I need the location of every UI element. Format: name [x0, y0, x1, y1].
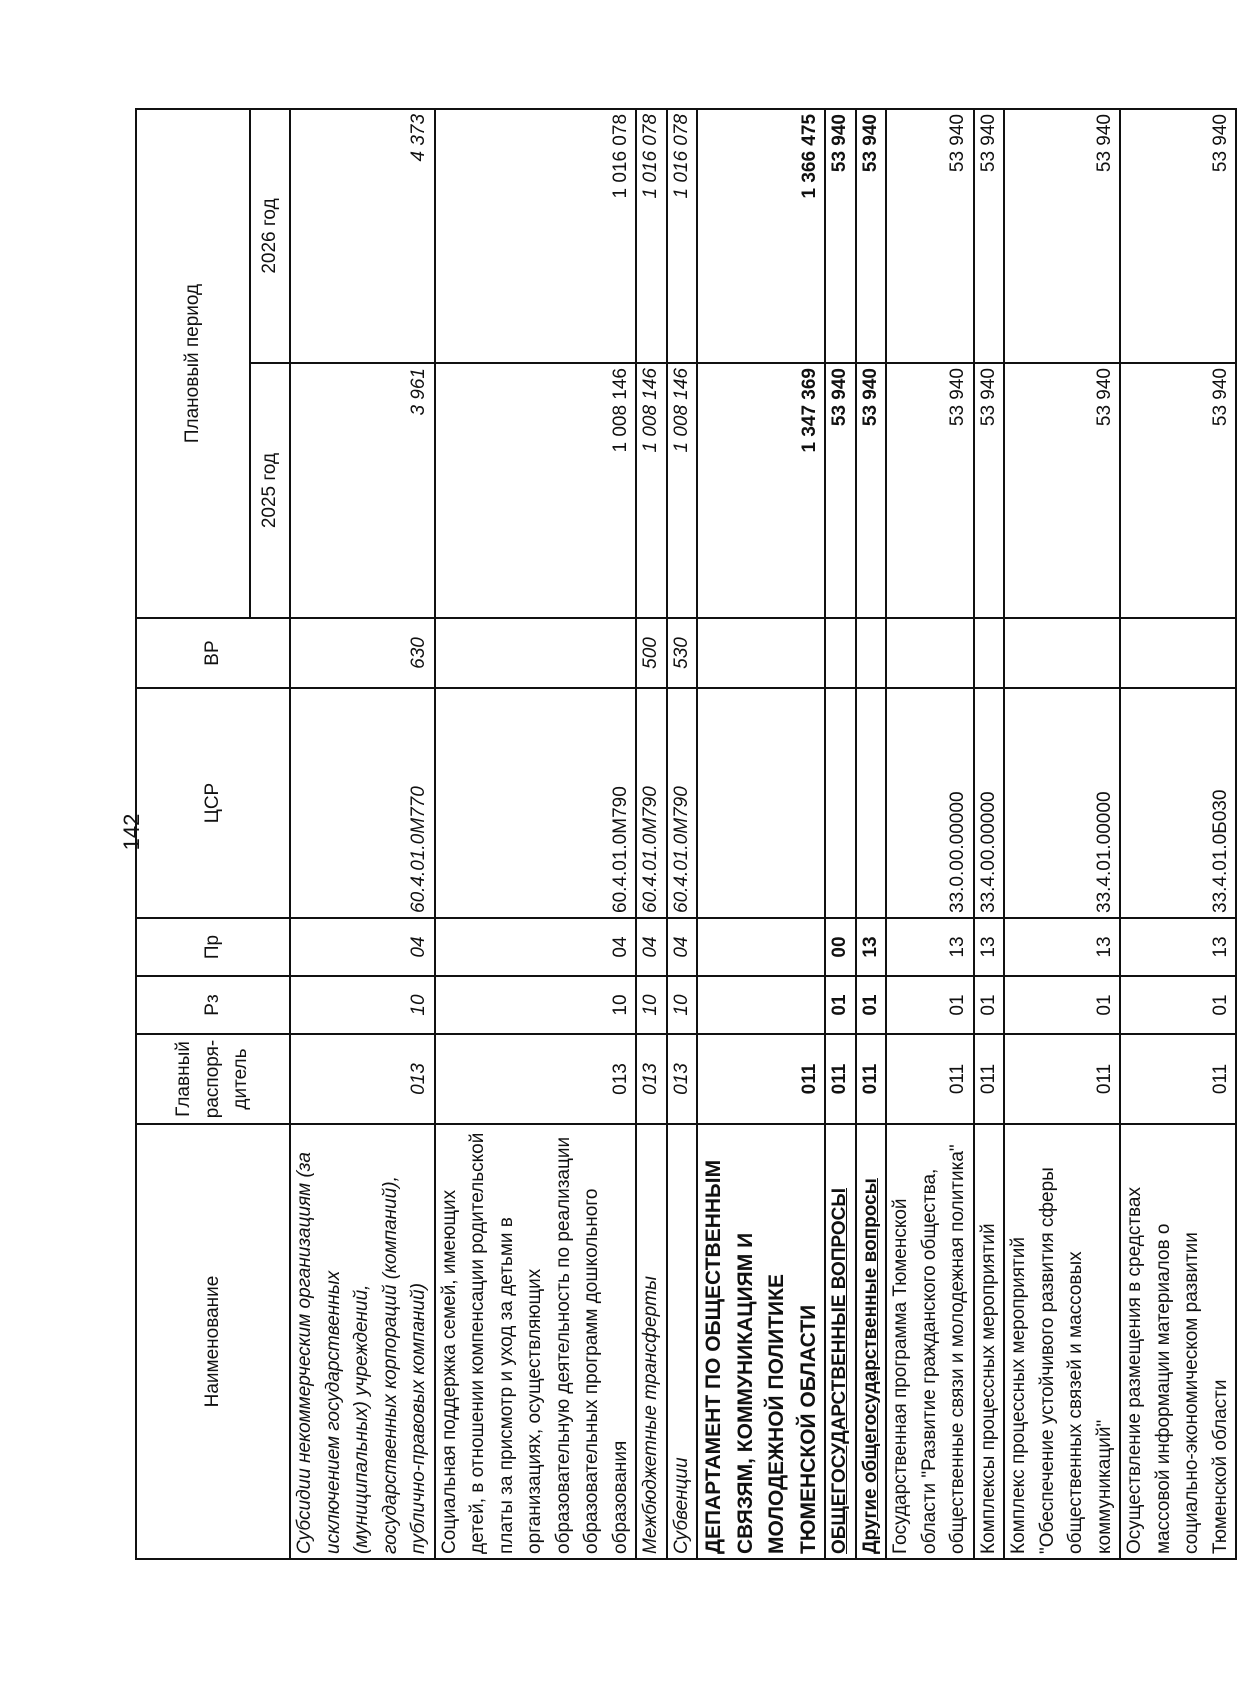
- row-csr-text: 33.4.01.0Б030: [1209, 789, 1231, 913]
- row-manager-text: 013: [609, 1063, 631, 1095]
- row-manager-text: 011: [947, 1063, 968, 1095]
- row-name-cell: [697, 1124, 825, 1559]
- page-number: 142: [119, 813, 144, 851]
- row-csr-text: 60.4.01.0М790: [640, 786, 661, 913]
- row-csr-cell: [290, 688, 435, 918]
- row-2025-cell: [667, 363, 698, 618]
- row-name-text: Социальная поддержка семей, имеющих детей, в отношении компенсации родительской платы за присмотр и уход за детьми в организациях, осуществляющих образовательную деятельность по реализации образовательных программ дошкольного образования: [438, 1132, 631, 1554]
- row-rz-cell: [290, 976, 435, 1034]
- row-2026-text: 53 940: [977, 113, 999, 173]
- row-2025-cell: [636, 363, 667, 618]
- row-pr-text: 04: [670, 936, 692, 958]
- row-2026-cell: [697, 109, 825, 363]
- row-csr-cell: [636, 688, 667, 918]
- row-name-cell: [290, 1124, 435, 1559]
- row-name-text: Государственная программа Тюменской области "Развитие гражданского общества, общественные связи и молодежная политика": [890, 1144, 968, 1554]
- row-csr-cell: [1120, 688, 1236, 918]
- row-name-cell: [856, 1124, 887, 1559]
- row-rz-cell: [667, 976, 698, 1034]
- header-year-2026: 2026 год: [250, 109, 290, 363]
- row-pr-text: 13: [947, 936, 968, 958]
- row-vr-cell: [825, 618, 856, 688]
- row-rz-cell: [1004, 976, 1120, 1034]
- row-csr-text: 60.4.01.0М770: [408, 786, 429, 913]
- row-rz-text: 10: [670, 994, 692, 1016]
- row-vr-cell: [856, 618, 887, 688]
- row-pr-cell: [636, 918, 667, 976]
- row-pr-cell: [886, 918, 974, 976]
- table-row: [856, 109, 887, 1559]
- row-vr-cell: [290, 618, 435, 688]
- row-vr-cell: [1120, 618, 1236, 688]
- row-name-text: Другие общегосударственные вопросы: [859, 1178, 881, 1554]
- row-csr-cell: [974, 688, 1005, 918]
- row-2026-text: 1 016 078: [670, 113, 692, 199]
- row-manager-text: 011: [1209, 1063, 1231, 1095]
- row-2025-text: 1 008 146: [640, 368, 661, 453]
- header-year-2025: 2025 год: [250, 363, 290, 618]
- header-pr: Пр: [136, 918, 290, 976]
- row-csr-cell: [667, 688, 698, 918]
- row-2026-text: 53 940: [859, 113, 881, 173]
- row-pr-cell: [435, 918, 637, 976]
- row-pr-text: 00: [829, 936, 850, 958]
- header-rz: Рз: [136, 976, 290, 1034]
- row-pr-text: 13: [859, 936, 881, 958]
- row-2026-text: 53 940: [1209, 113, 1231, 173]
- row-pr-text: 04: [640, 936, 661, 958]
- row-2026-cell: [886, 109, 974, 363]
- row-manager-cell: [974, 1034, 1005, 1124]
- table-row: [435, 109, 637, 1559]
- row-2025-text: 53 940: [1093, 368, 1115, 427]
- row-2026-cell: [825, 109, 856, 363]
- row-2025-text: 53 940: [977, 368, 999, 427]
- row-2025-cell: [825, 363, 856, 618]
- header-manager: Главный распоря-дитель: [136, 1034, 290, 1124]
- row-pr-text: 13: [1209, 936, 1231, 958]
- row-2026-text: 4 373: [408, 113, 429, 162]
- row-vr-cell: [435, 618, 637, 688]
- header-csr: ЦСР: [136, 688, 290, 918]
- row-2025-cell: [886, 363, 974, 618]
- row-2026-cell: [1120, 109, 1236, 363]
- header-vr: ВР: [136, 618, 290, 688]
- table-body: [290, 109, 1236, 1559]
- row-2026-cell: [974, 109, 1005, 363]
- row-vr-text: 500: [640, 637, 661, 669]
- row-2026-text: 1 016 078: [640, 113, 661, 199]
- row-rz-text: 01: [1093, 994, 1115, 1016]
- row-rz-text: 10: [640, 994, 661, 1016]
- row-manager-cell: [1004, 1034, 1120, 1124]
- row-2025-text: 53 940: [1209, 368, 1231, 427]
- row-2025-cell: [697, 363, 825, 618]
- row-vr-cell: [667, 618, 698, 688]
- row-vr-text: 630: [408, 637, 429, 669]
- table-row: [667, 109, 698, 1559]
- row-name-text: ОБЩЕГОСУДАРСТВЕННЫЕ ВОПРОСЫ: [829, 1187, 850, 1554]
- row-vr-text: 530: [670, 637, 692, 669]
- row-vr-cell: [697, 618, 825, 688]
- table-row: [825, 109, 856, 1559]
- row-manager-text: 011: [1093, 1063, 1115, 1095]
- row-manager-text: 013: [408, 1063, 429, 1095]
- row-rz-text: 01: [977, 994, 999, 1016]
- row-csr-text: 33.4.00.00000: [977, 791, 999, 913]
- row-rz-text: 01: [859, 994, 881, 1016]
- row-name-cell: [636, 1124, 667, 1559]
- row-rz-cell: [825, 976, 856, 1034]
- row-name-text: Субсидии некоммерческим организациям (за исключением государственных (муниципальных) учреждений, государственных корпораций (компаний), публично-правовых компаний): [294, 1152, 429, 1554]
- table-row: [886, 109, 974, 1559]
- header-planning-period: Плановый период: [136, 109, 250, 618]
- row-2026-text: 1 016 078: [609, 113, 631, 199]
- row-rz-cell: [697, 976, 825, 1034]
- row-name-text: Межбюджетные трансферты: [640, 1276, 661, 1554]
- row-manager-text: 011: [859, 1063, 881, 1095]
- row-csr-text: 33.0.00.00000: [947, 791, 968, 913]
- row-manager-cell: [290, 1034, 435, 1124]
- row-manager-cell: [667, 1034, 698, 1124]
- row-2025-cell: [290, 363, 435, 618]
- row-csr-cell: [1004, 688, 1120, 918]
- row-2025-text: 53 940: [829, 368, 850, 427]
- row-2026-cell: [290, 109, 435, 363]
- row-name-text: Осуществление размещения в средствах массовой информации материалов о социально-экономическом развитии Тюменской области: [1124, 1187, 1231, 1554]
- row-manager-cell: [825, 1034, 856, 1124]
- row-csr-text: 60.4.01.0М790: [670, 786, 692, 913]
- row-rz-cell: [856, 976, 887, 1034]
- row-manager-cell: [886, 1034, 974, 1124]
- row-rz-cell: [1120, 976, 1236, 1034]
- row-rz-cell: [435, 976, 637, 1034]
- row-pr-text: 04: [609, 936, 631, 958]
- row-pr-cell: [667, 918, 698, 976]
- row-2025-cell: [856, 363, 887, 618]
- row-csr-text: 60.4.01.0М790: [609, 786, 631, 913]
- row-pr-cell: [974, 918, 1005, 976]
- row-name-cell: [667, 1124, 698, 1559]
- row-csr-cell: [825, 688, 856, 918]
- row-rz-text: 01: [829, 994, 850, 1016]
- row-name-cell: [974, 1124, 1005, 1559]
- row-manager-cell: [1120, 1034, 1236, 1124]
- row-rz-cell: [636, 976, 667, 1034]
- row-rz-text: 10: [408, 994, 429, 1016]
- row-manager-text: 011: [829, 1063, 850, 1095]
- row-name-cell: [1120, 1124, 1236, 1559]
- row-manager-cell: [435, 1034, 637, 1124]
- row-2026-cell: [856, 109, 887, 363]
- table-row: [1004, 109, 1120, 1559]
- row-2026-text: 53 940: [947, 113, 968, 173]
- row-2026-cell: [1004, 109, 1120, 363]
- row-pr-cell: [290, 918, 435, 976]
- row-rz-cell: [886, 976, 974, 1034]
- row-manager-text: 011: [977, 1063, 999, 1095]
- row-csr-cell: [697, 688, 825, 918]
- row-manager-text: 011: [798, 1063, 820, 1095]
- row-vr-cell: [974, 618, 1005, 688]
- row-name-cell: [825, 1124, 856, 1559]
- row-2025-cell: [974, 363, 1005, 618]
- row-2025-text: 53 940: [859, 368, 881, 427]
- row-csr-cell: [886, 688, 974, 918]
- row-name-text: Комплексы процессных мероприятий: [977, 1223, 999, 1554]
- table-row: [290, 109, 435, 1559]
- row-pr-cell: [825, 918, 856, 976]
- row-vr-cell: [1004, 618, 1120, 688]
- row-2026-text: 1 366 475: [798, 113, 820, 199]
- row-2026-cell: [667, 109, 698, 363]
- row-manager-cell: [636, 1034, 667, 1124]
- table-row: [974, 109, 1005, 1559]
- row-pr-cell: [856, 918, 887, 976]
- row-2025-text: 53 940: [947, 368, 968, 427]
- row-manager-cell: [856, 1034, 887, 1124]
- row-pr-cell: [1120, 918, 1236, 976]
- row-2026-text: 53 940: [829, 113, 850, 173]
- row-2026-cell: [435, 109, 637, 363]
- row-manager-text: 013: [670, 1063, 692, 1095]
- table-row: [1120, 109, 1236, 1559]
- row-name-cell: [1004, 1124, 1120, 1559]
- row-manager-text: 013: [640, 1063, 661, 1095]
- row-pr-text: 13: [977, 936, 999, 958]
- header-name: Наименование: [136, 1124, 290, 1559]
- row-name-cell: [886, 1124, 974, 1559]
- table-row: [636, 109, 667, 1559]
- row-pr-text: 04: [408, 936, 429, 958]
- row-2025-text: 3 961: [408, 368, 429, 416]
- row-pr-cell: [697, 918, 825, 976]
- row-manager-cell: [697, 1034, 825, 1124]
- row-2025-cell: [1004, 363, 1120, 618]
- budget-table: [135, 108, 1237, 1560]
- row-vr-cell: [886, 618, 974, 688]
- row-2025-text: 1 008 146: [609, 368, 631, 453]
- row-2026-cell: [636, 109, 667, 363]
- row-pr-cell: [1004, 918, 1120, 976]
- row-rz-cell: [974, 976, 1005, 1034]
- row-rz-text: 01: [947, 994, 968, 1016]
- rotated-table-container: [135, 110, 1231, 1560]
- row-pr-text: 13: [1093, 936, 1115, 958]
- row-rz-text: 10: [609, 994, 631, 1016]
- row-csr-cell: [856, 688, 887, 918]
- row-2025-text: 1 347 369: [798, 368, 820, 453]
- row-2025-cell: [435, 363, 637, 618]
- row-csr-cell: [435, 688, 637, 918]
- table-row: [697, 109, 825, 1559]
- row-vr-cell: [636, 618, 667, 688]
- row-csr-text: 33.4.01.00000: [1093, 791, 1115, 913]
- row-2025-text: 1 008 146: [670, 368, 692, 453]
- row-name-cell: [435, 1124, 637, 1559]
- row-2025-cell: [1120, 363, 1236, 618]
- row-rz-text: 01: [1209, 994, 1231, 1016]
- row-name-text: Комплекс процессных мероприятий "Обеспечение устойчивого развития сферы общественных связей и массовых коммуникаций": [1008, 1167, 1115, 1554]
- row-name-text: ДЕПАРТАМЕНТ ПО ОБЩЕСТВЕННЫМ СВЯЗЯМ, КОММУНИКАЦИЯМ И МОЛОДЕЖНОЙ ПОЛИТИКЕ ТЮМЕНСКОЙ ОБЛАСТИ: [702, 1159, 820, 1554]
- row-name-text: Субвенции: [670, 1457, 692, 1554]
- row-2026-text: 53 940: [1093, 113, 1115, 173]
